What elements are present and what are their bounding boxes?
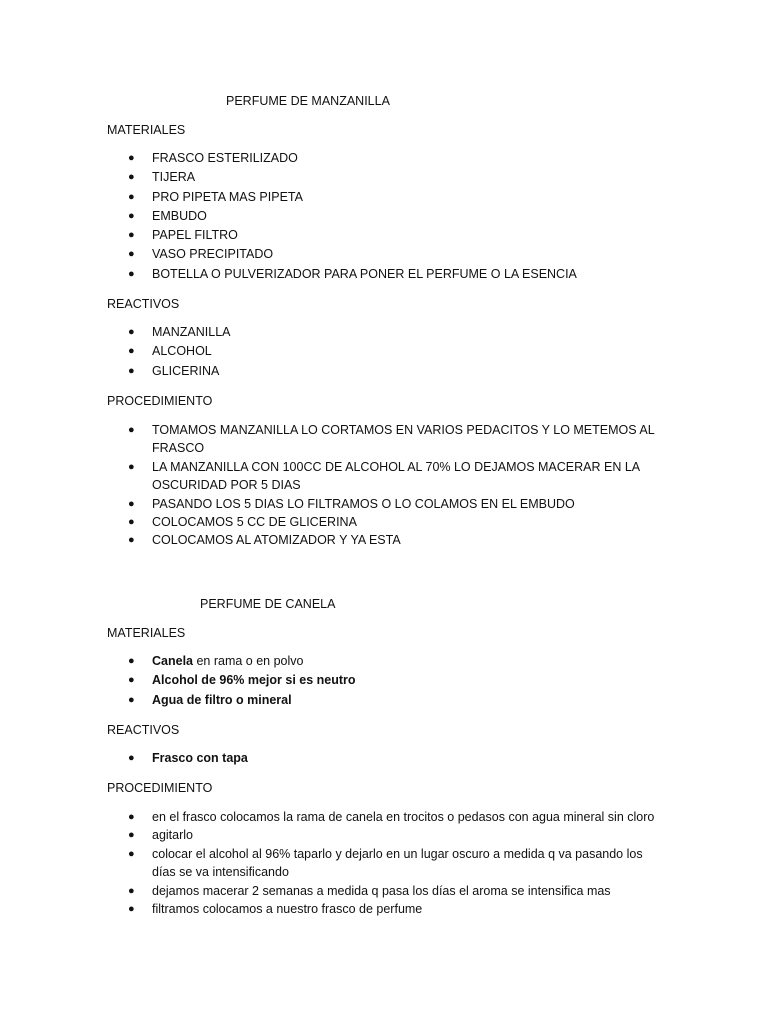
list-item: ● agitarlo bbox=[0, 826, 768, 844]
list-item: ● filtramos colocamos a nuestro frasco de perfume bbox=[0, 900, 768, 918]
list-item: ● colocar el alcohol al 96% taparlo y dejarlo en un lugar oscuro a medida q va pasando los días se va intensificando bbox=[128, 846, 643, 880]
section1-materiales-list bbox=[0, 149, 768, 284]
bullet-icon: ● bbox=[128, 267, 135, 280]
section2-materiales-heading: MATERIALES bbox=[107, 626, 186, 640]
list-item: ● PAPEL FILTRO bbox=[0, 226, 768, 245]
bullet-icon: ● bbox=[128, 424, 135, 436]
bullet-icon: ● bbox=[128, 693, 135, 706]
section1-materiales-heading: MATERIALES bbox=[107, 123, 186, 137]
list-item: ● PRO PIPETA MAS PIPETA bbox=[0, 188, 768, 207]
list-item: ● EMBUDO bbox=[0, 207, 768, 226]
list-item: ● VASO PRECIPITADO bbox=[0, 245, 768, 264]
bullet-icon: ● bbox=[128, 516, 135, 529]
bullet-icon: ● bbox=[128, 752, 135, 764]
bullet-icon: ● bbox=[128, 674, 135, 687]
list-item: ● PASANDO LOS 5 DIAS LO FILTRAMOS O LO COLAMOS EN EL EMBUDO bbox=[0, 495, 768, 513]
section2-materiales-list bbox=[0, 652, 768, 710]
list-item: ● Alcohol de 96% mejor si es neutro bbox=[0, 671, 768, 690]
section1-procedimiento-heading: PROCEDIMIENTO bbox=[107, 394, 213, 408]
list-item: ● TOMAMOS MANZANILLA LO CORTAMOS EN VARIOS PEDACITOS Y LO METEMOS AL FRASCO bbox=[128, 423, 655, 456]
list-item: ● COLOCAMOS 5 CC DE GLICERINA bbox=[0, 513, 768, 531]
bullet-icon: ● bbox=[128, 171, 135, 184]
bullet-icon: ● bbox=[128, 229, 135, 242]
bullet-icon: ● bbox=[128, 364, 135, 377]
bullet-icon: ● bbox=[128, 534, 135, 547]
bullet-icon: ● bbox=[128, 655, 135, 667]
bullet-icon: ● bbox=[128, 460, 135, 473]
section2-procedimiento-heading: PROCEDIMIENTO bbox=[107, 781, 213, 795]
section2-procedimiento-list bbox=[0, 808, 768, 918]
list-item: ● TIJERA bbox=[0, 168, 768, 187]
bullet-icon: ● bbox=[128, 209, 135, 222]
bullet-icon: ● bbox=[128, 811, 135, 823]
list-item: ● COLOCAMOS AL ATOMIZADOR Y YA ESTA bbox=[0, 531, 768, 549]
list-item: ● MANZANILLA bbox=[0, 323, 768, 342]
list-item: ● Canela en rama o en polvo bbox=[0, 652, 768, 671]
list-item: ● FRASCO ESTERILIZADO bbox=[0, 149, 768, 168]
list-item: ● dejamos macerar 2 semanas a medida q pasa los días el aroma se intensifica mas bbox=[0, 882, 768, 900]
list-item: ● Agua de filtro o mineral bbox=[0, 691, 768, 710]
section1-procedimiento-list bbox=[0, 421, 768, 550]
section1-reactivos-heading: REACTIVOS bbox=[107, 297, 180, 311]
section2-reactivos-heading: REACTIVOS bbox=[107, 723, 180, 737]
list-item: ● GLICERINA bbox=[0, 362, 768, 381]
bullet-icon: ● bbox=[128, 884, 135, 897]
bullet-icon: ● bbox=[128, 248, 135, 261]
bullet-icon: ● bbox=[128, 829, 135, 842]
bullet-icon: ● bbox=[128, 326, 135, 338]
bullet-icon: ● bbox=[128, 152, 135, 164]
list-item: ● LA MANZANILLA CON 100CC DE ALCOHOL AL 70% LO DEJAMOS MACERAR EN LA OSCURIDAD POR 5 DIAS bbox=[128, 459, 640, 493]
bullet-icon: ● bbox=[128, 847, 135, 860]
list-item: ● ALCOHOL bbox=[0, 342, 768, 361]
section2-title: PERFUME DE CANELA bbox=[200, 597, 336, 611]
bullet-icon: ● bbox=[128, 497, 135, 510]
bullet-icon: ● bbox=[128, 345, 135, 358]
section1-reactivos-list bbox=[0, 323, 768, 381]
section2-reactivos-list bbox=[0, 749, 768, 768]
section1-title: PERFUME DE MANZANILLA bbox=[226, 94, 390, 108]
bullet-icon: ● bbox=[128, 903, 135, 916]
list-item: ● Frasco con tapa bbox=[0, 749, 768, 768]
bullet-icon: ● bbox=[128, 190, 135, 203]
list-item: ● BOTELLA O PULVERIZADOR PARA PONER EL PERFUME O LA ESENCIA bbox=[0, 265, 768, 284]
list-item: ● en el frasco colocamos la rama de canela en trocitos o pedasos con agua mineral sin cloro bbox=[0, 808, 768, 826]
